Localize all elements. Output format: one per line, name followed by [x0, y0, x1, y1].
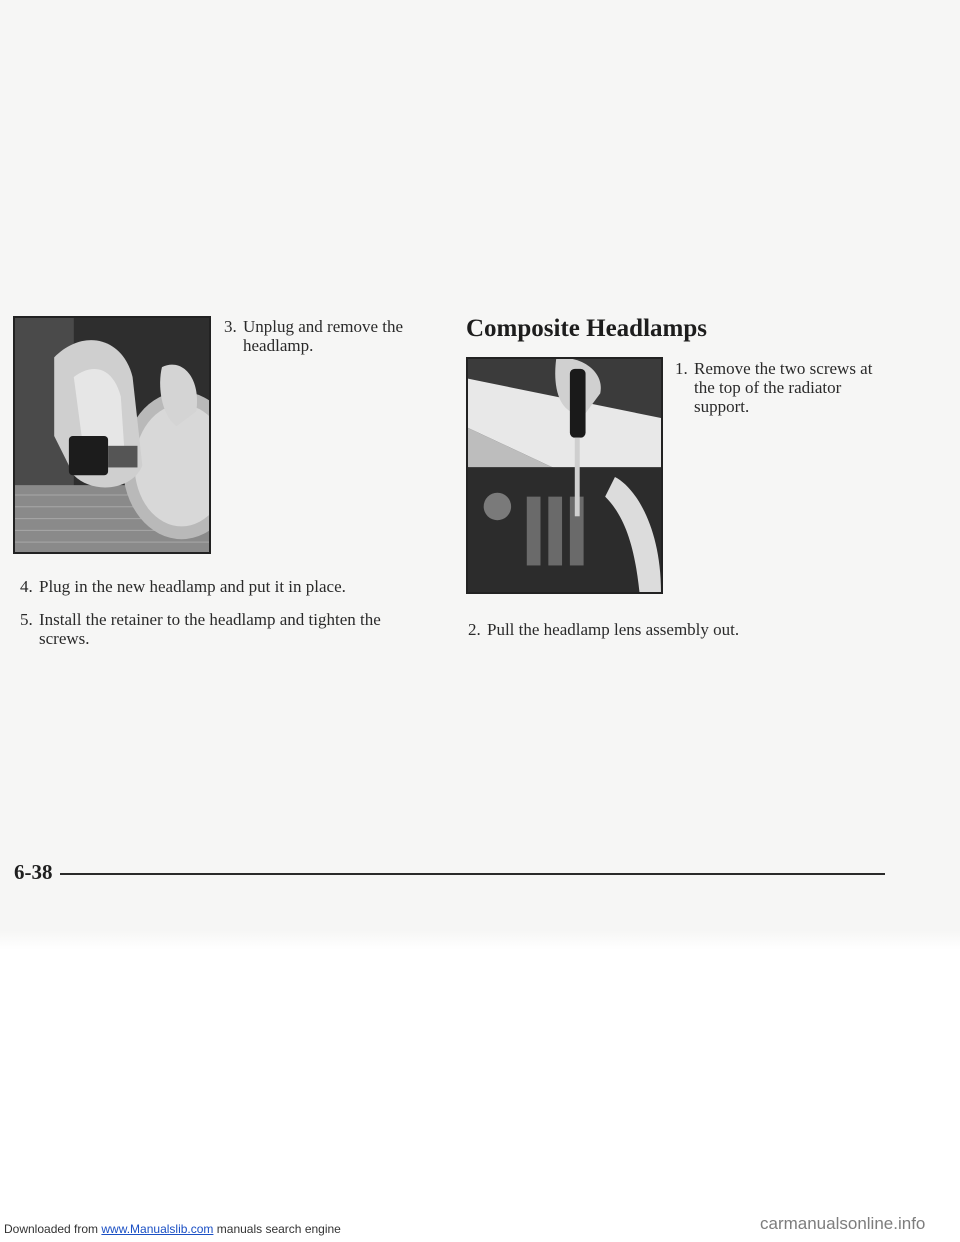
step-1	[675, 359, 875, 416]
download-credit	[4, 1222, 341, 1236]
credit-prefix: Downloaded from	[4, 1222, 102, 1236]
step-text: Pull the headlamp lens assembly out.	[487, 620, 740, 639]
step-3	[224, 317, 404, 355]
step-number: 2.	[468, 620, 481, 639]
watermark-text: carmanualsonline.info	[760, 1214, 926, 1233]
step-text: Remove the two screws at the top of the radiator support.	[694, 359, 873, 416]
manualslib-link[interactable]: www.Manualslib.com	[101, 1222, 214, 1236]
credit-suffix: manuals search engine	[213, 1222, 341, 1236]
step-number: 3.	[224, 317, 237, 336]
screwdriver-photo	[466, 357, 663, 594]
step-number: 4.	[20, 577, 33, 596]
step-text: Plug in the new headlamp and put it in place.	[39, 577, 346, 596]
step-text: Install the retainer to the headlamp and tighten the screws.	[39, 610, 381, 648]
step-number: 5.	[20, 610, 33, 629]
step-5	[20, 610, 420, 648]
step-4	[20, 577, 420, 596]
page-edge	[0, 930, 960, 950]
section-heading: Composite Headlamps	[466, 315, 707, 342]
step-text: Unplug and remove the headlamp.	[243, 317, 404, 355]
page-number: 6-38	[14, 860, 53, 884]
headlamp-unplug-photo	[13, 316, 211, 554]
step-2	[468, 620, 868, 639]
step-number: 1.	[675, 359, 688, 378]
footer-rule	[60, 873, 885, 875]
